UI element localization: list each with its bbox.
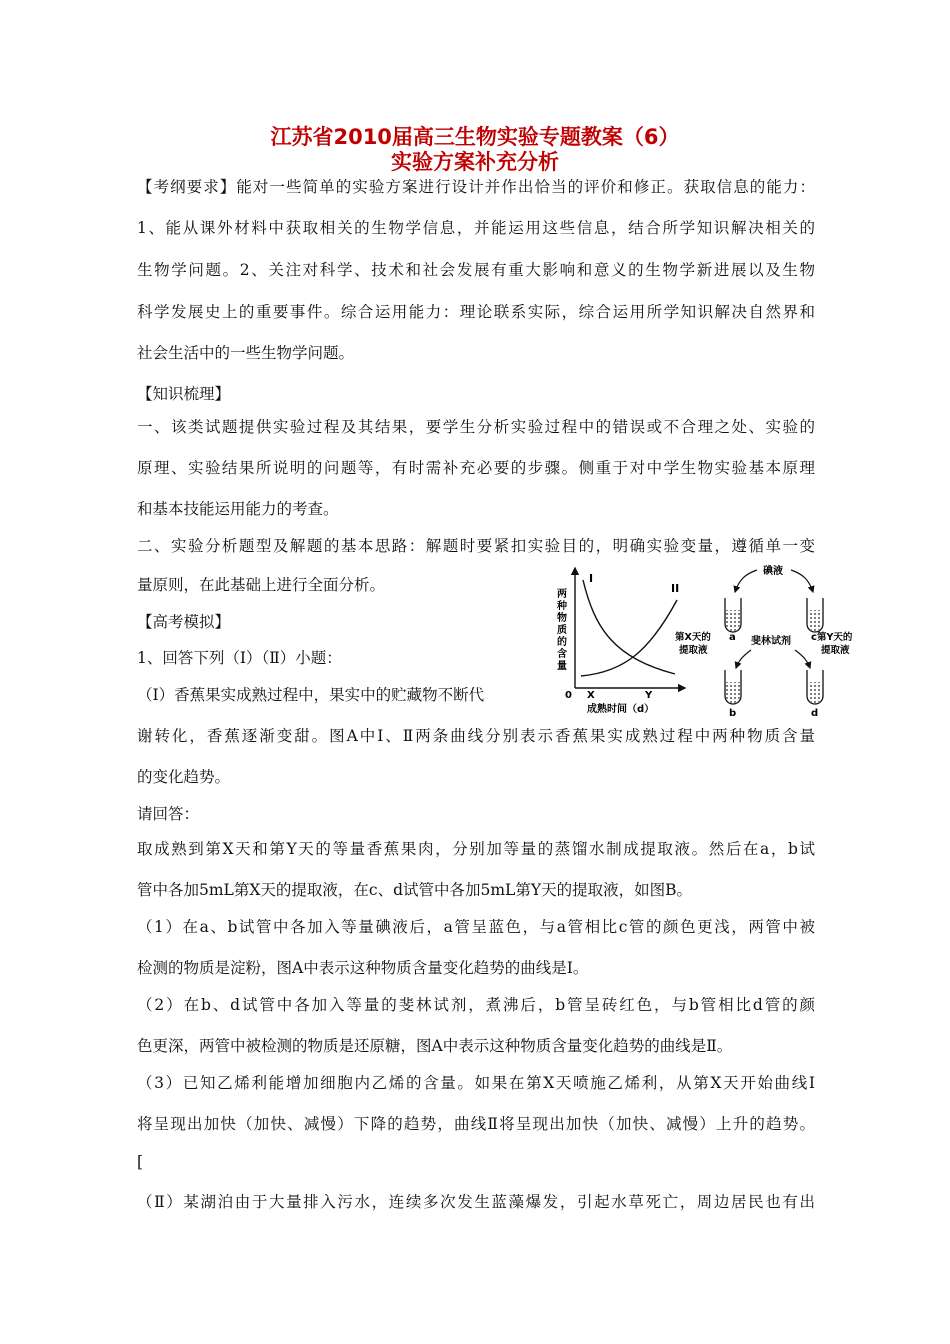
text-line: 社会生活中的一些生物学问题。	[137, 344, 355, 362]
arrow-to-c	[791, 570, 813, 592]
text-line: [	[137, 1153, 144, 1171]
y-axis-label-char: 含	[557, 649, 567, 660]
right-extract-label-1: 第Y天的	[817, 632, 853, 643]
text-line: 量原则，在此基础上进行全面分析。	[137, 576, 386, 594]
tube-b-label: b	[729, 708, 737, 719]
section-heading: 【知识梳理】	[137, 385, 231, 403]
origin-label: 0	[565, 690, 572, 701]
text-line: 将呈现出加快（加快、减慢）下降的趋势，曲线Ⅱ将呈现出加快（加快、减慢）上升的趋势。	[137, 1115, 815, 1133]
text-line: （2）在b、d试管中各加入等量的斐林试剂，煮沸后，b管呈砖红色，与b管相比d管的颜	[137, 996, 815, 1014]
text-line: （Ⅰ）香蕉果实成熟过程中，果实中的贮藏物不断代	[137, 686, 485, 704]
y-axis-label-char: 量	[557, 661, 567, 672]
y-axis-label-char: 质	[557, 625, 567, 636]
text-line: （Ⅱ）某湖泊由于大量排入污水，连续多次发生蓝藻爆发，引起水草死亡，周边居民也有出	[137, 1193, 815, 1211]
tube-d-label: d	[811, 708, 819, 719]
text-line: （1）在a、b试管中各加入等量碘液后，a管呈蓝色，与a管相比c管的颜色更浅，两管中被	[137, 918, 815, 936]
x-tick-y: Y	[645, 690, 653, 701]
tube-a-label: a	[729, 632, 736, 643]
figure-a-graph	[556, 568, 685, 715]
text-line: 二、实验分析题型及解题的基本思路：解题时要紧扣实验目的，明确实验变量，遵循单一变	[137, 537, 815, 555]
y-axis-label-char: 物	[557, 613, 567, 624]
curve-ii	[581, 600, 677, 676]
y-axis-label-char: 两	[557, 589, 567, 600]
x-tick-x: X	[587, 690, 595, 701]
text-line: 检测的物质是淀粉，图A中表示这种物质含量变化趋势的曲线是Ⅰ。	[137, 959, 589, 977]
figure-area	[545, 560, 875, 730]
document-title: 江苏省2010届高三生物实验专题教案（6）	[270, 125, 680, 149]
text-line: 请回答：	[137, 805, 200, 823]
text-line: （3）已知乙烯利能增加细胞内乙烯的含量。如果在第X天喷施乙烯利，从第X天开始曲线I	[137, 1074, 815, 1092]
right-extract-label-2: 提取液	[821, 645, 850, 656]
arrow-to-a	[735, 570, 757, 592]
y-axis-label-char: 种	[557, 601, 567, 612]
document-subtitle: 实验方案补充分析	[391, 150, 559, 174]
tube-b	[725, 670, 741, 719]
arrow-to-b	[736, 650, 751, 668]
text-line: 1、回答下列（Ⅰ）（Ⅱ）小题：	[137, 649, 342, 667]
y-axis-label-char: 的	[557, 637, 567, 648]
text-line: 取成熟到第X天和第Y天的等量香蕉果肉，分别加等量的蒸馏水制成提取液。然后在a，b试	[137, 840, 815, 858]
tube-d	[807, 670, 823, 719]
text-line: 生物学问题。2、关注对科学、技术和社会发展有重大影响和意义的生物学新进展以及生物	[137, 261, 815, 279]
text-line: 谢转化，香蕉逐渐变甜。图A中Ⅰ、Ⅱ两条曲线分别表示香蕉果实成熟过程中两种物质含量	[137, 727, 815, 745]
tube-a	[725, 598, 741, 643]
curve-ii-label: II	[671, 582, 680, 595]
text-line: 和基本技能运用能力的考查。	[137, 500, 339, 518]
left-extract-label-1: 第X天的	[675, 632, 711, 643]
figure-b-tubes	[675, 564, 853, 719]
text-line: 科学发展史上的重要事件。综合运用能力：理论联系实际，综合运用所学知识解决自然界和	[137, 303, 815, 321]
text-line: 1、能从课外材料中获取相关的生物学信息，并能运用这些信息，结合所学知识解决相关的	[137, 219, 815, 237]
iodine-label: 碘液	[763, 566, 783, 577]
curve-i-label: I	[589, 572, 594, 585]
text-line: 色更深，两管中被检测的物质是还原糖，图A中表示这种物质含量变化趋势的曲线是Ⅱ。	[137, 1037, 733, 1055]
text-line: 一、该类试题提供实验过程及其结果，要学生分析实验过程中的错误或不合理之处、实验的	[137, 418, 815, 436]
left-extract-label-2: 提取液	[679, 645, 708, 656]
figure-svg	[545, 560, 875, 730]
text-line: 管中各加5mL第X天的提取液，在c、d试管中各加5mL第Y天的提取液，如图B。	[137, 881, 692, 899]
fehling-label: 斐林试剂	[751, 636, 791, 647]
text-line: 【考纲要求】能对一些简单的实验方案进行设计并作出恰当的评价和修正。获取信息的能力：	[137, 178, 815, 196]
arrow-to-d	[795, 650, 810, 668]
text-line: 原理、实验结果所说明的问题等，有时需补充必要的步骤。侧重于对中学生物实验基本原理	[137, 459, 815, 477]
x-axis-label: 成熟时间（d）	[587, 704, 655, 715]
text-line: 的变化趋势。	[137, 768, 231, 786]
section-heading: 【高考模拟】	[137, 613, 231, 631]
tube-c-label: c	[811, 632, 817, 643]
